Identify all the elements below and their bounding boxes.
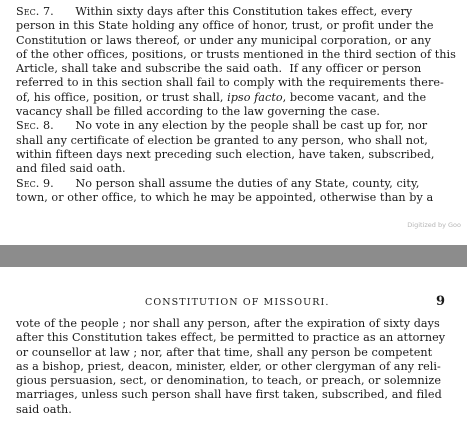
text-line [16, 5, 460, 19]
text-line [16, 374, 460, 388]
text-line [16, 346, 460, 360]
text-line [16, 62, 460, 76]
text-line [16, 317, 460, 331]
line-text: or counsellor at law ; nor, after that time, shall any person be competent [16, 345, 433, 359]
section-label: Sec. 7. [16, 5, 54, 18]
line-text: of, his office, position, or trust shall, ipso facto, become vacant, and the [16, 90, 427, 104]
line-text: said oath. [16, 402, 72, 416]
line-text: referred to in this section shall fail to comply with the requirements there- [16, 76, 444, 90]
digitized-watermark: Digitized by Goo [407, 221, 461, 229]
line-text: Constitution or laws thereof, or under any municipal corporation, or any [16, 33, 431, 47]
text-line [16, 34, 460, 48]
line-text: vote of the people ; nor shall any person, after the expiration of sixty days [16, 317, 440, 330]
line-text: town, or other office, to which he may be appointed, otherwise than by a [16, 190, 434, 204]
line-text: shall any certificate of election be granted to any person, who shall not, [16, 133, 428, 147]
text-line [16, 148, 460, 162]
line-text: of the other offices, positions, or trusts mentioned in the third section of this [16, 47, 456, 61]
line-text: within fifteen days next preceding such election, have taken, subscribed, [16, 147, 435, 161]
text-line [16, 119, 460, 133]
line-text: vacancy shall be filled according to the law governing the case. [16, 105, 380, 119]
line-text: as a bishop, priest, deacon, minister, elder, or other clergyman of any reli- [16, 359, 441, 373]
line-text: and filed said oath. [16, 162, 126, 176]
text-line [16, 162, 460, 176]
italic-term: ipso facto [227, 90, 283, 104]
text-line [16, 360, 460, 374]
running-head-title: CONSTITUTION OF MISSOURI. [145, 297, 330, 308]
text-line [16, 177, 460, 191]
line-text: person in this State holding any office of honor, trust, or profit under the [16, 19, 434, 33]
line-text: Article, shall take and subscribe the said oath. If any officer or person [16, 62, 422, 76]
text-line [16, 191, 460, 205]
page-separator [0, 245, 467, 267]
page-number: 9 [436, 294, 446, 309]
text-line [16, 403, 460, 417]
text-line [16, 48, 460, 62]
text-line [16, 91, 460, 105]
lower-page-text [16, 317, 460, 417]
text-line [16, 388, 460, 402]
line-text: No vote in any election by the people shall be cast up for, nor [71, 119, 428, 133]
upper-page-text [16, 5, 460, 205]
section-label: Sec. 8. [16, 119, 54, 133]
text-line [16, 134, 460, 148]
text-line [16, 331, 460, 345]
text-line [16, 19, 460, 33]
line-text: Within sixty days after this Constitution takes effect, every [71, 5, 413, 18]
text-line [16, 76, 460, 90]
line-text: No person shall assume the duties of any State, county, city, [71, 176, 420, 190]
text-line [16, 105, 460, 119]
line-text: after this Constitution takes effect, be permitted to practice as an attorney [16, 331, 446, 345]
line-text: gious persuasion, sect, or denomination, to teach, or preach, or solemnize [16, 374, 441, 388]
section-label: Sec. 9. [16, 176, 54, 190]
line-text: marriages, unless such person shall have first taken, subscribed, and filed [16, 388, 442, 402]
